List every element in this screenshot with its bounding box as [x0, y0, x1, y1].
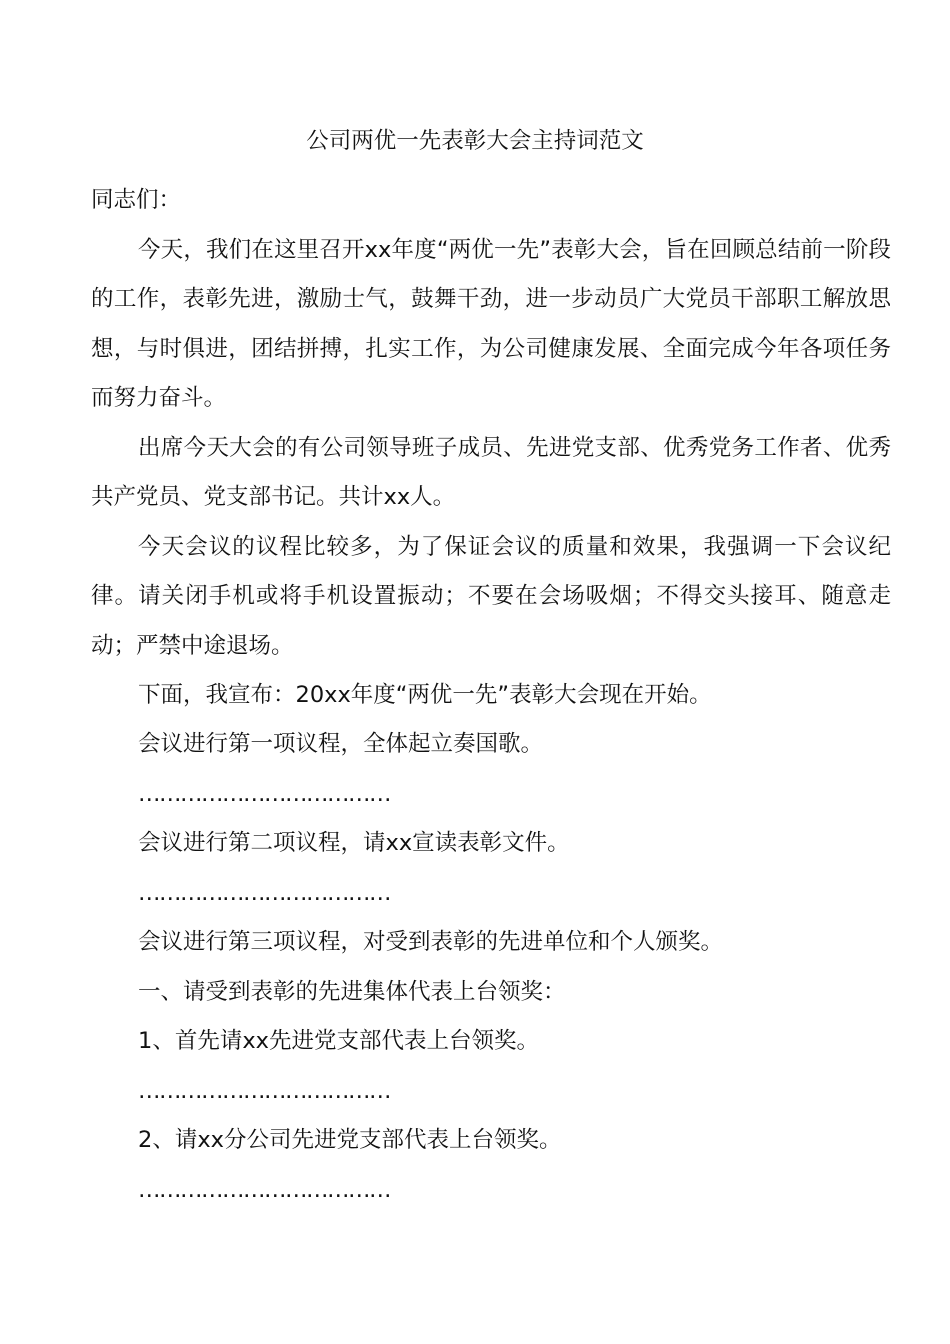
line-section-1: 一、请受到表彰的先进集体代表上台领奖：	[138, 979, 566, 1005]
ellipsis-separator: ………………………………	[138, 1177, 390, 1203]
paragraph-opening: 今天，我们在这里召开xx年度“两优一先”表彰大会，旨在回顾总结前一阶段的工作，表彰先进，激励士气，鼓舞干劲，进一步动员广大党员干部职工解放思想，与时俱进，团结拼搏，扎实工作，为公司健康发展、全面完成今年各项任务而努力奋斗。	[91, 237, 891, 411]
paragraph-attendees: 出席今天大会的有公司领导班子成员、先进党支部、优秀党务工作者、优秀共产党员、党支部书记。共计xx人。	[91, 435, 891, 511]
line-agenda-1: 会议进行第一项议程，全体起立奏国歌。	[138, 731, 544, 757]
line-item-2: 2、请xx分公司先进党支部代表上台领奖。	[138, 1127, 562, 1153]
paragraph-discipline: 今天会议的议程比较多，为了保证会议的质量和效果，我强调一下会议纪律。请关闭手机或将手机设置振动；不要在会场吸烟；不得交头接耳、随意走动；严禁中途退场。	[91, 534, 891, 659]
ellipsis-separator: ………………………………	[138, 781, 390, 807]
ellipsis-separator: ………………………………	[138, 1078, 390, 1104]
line-agenda-3: 会议进行第三项议程，对受到表彰的先进单位和个人颁奖。	[138, 929, 724, 955]
line-agenda-2: 会议进行第二项议程，请xx宣读表彰文件。	[138, 830, 570, 856]
line-item-1: 1、首先请xx先进党支部代表上台领奖。	[138, 1028, 539, 1054]
document-title: 公司两优一先表彰大会主持词范文	[306, 128, 644, 154]
ellipsis-separator: ………………………………	[138, 880, 390, 906]
salutation: 同志们：	[91, 187, 182, 213]
line-announcement: 下面，我宣布：20xx年度“两优一先”表彰大会现在开始。	[138, 682, 712, 708]
